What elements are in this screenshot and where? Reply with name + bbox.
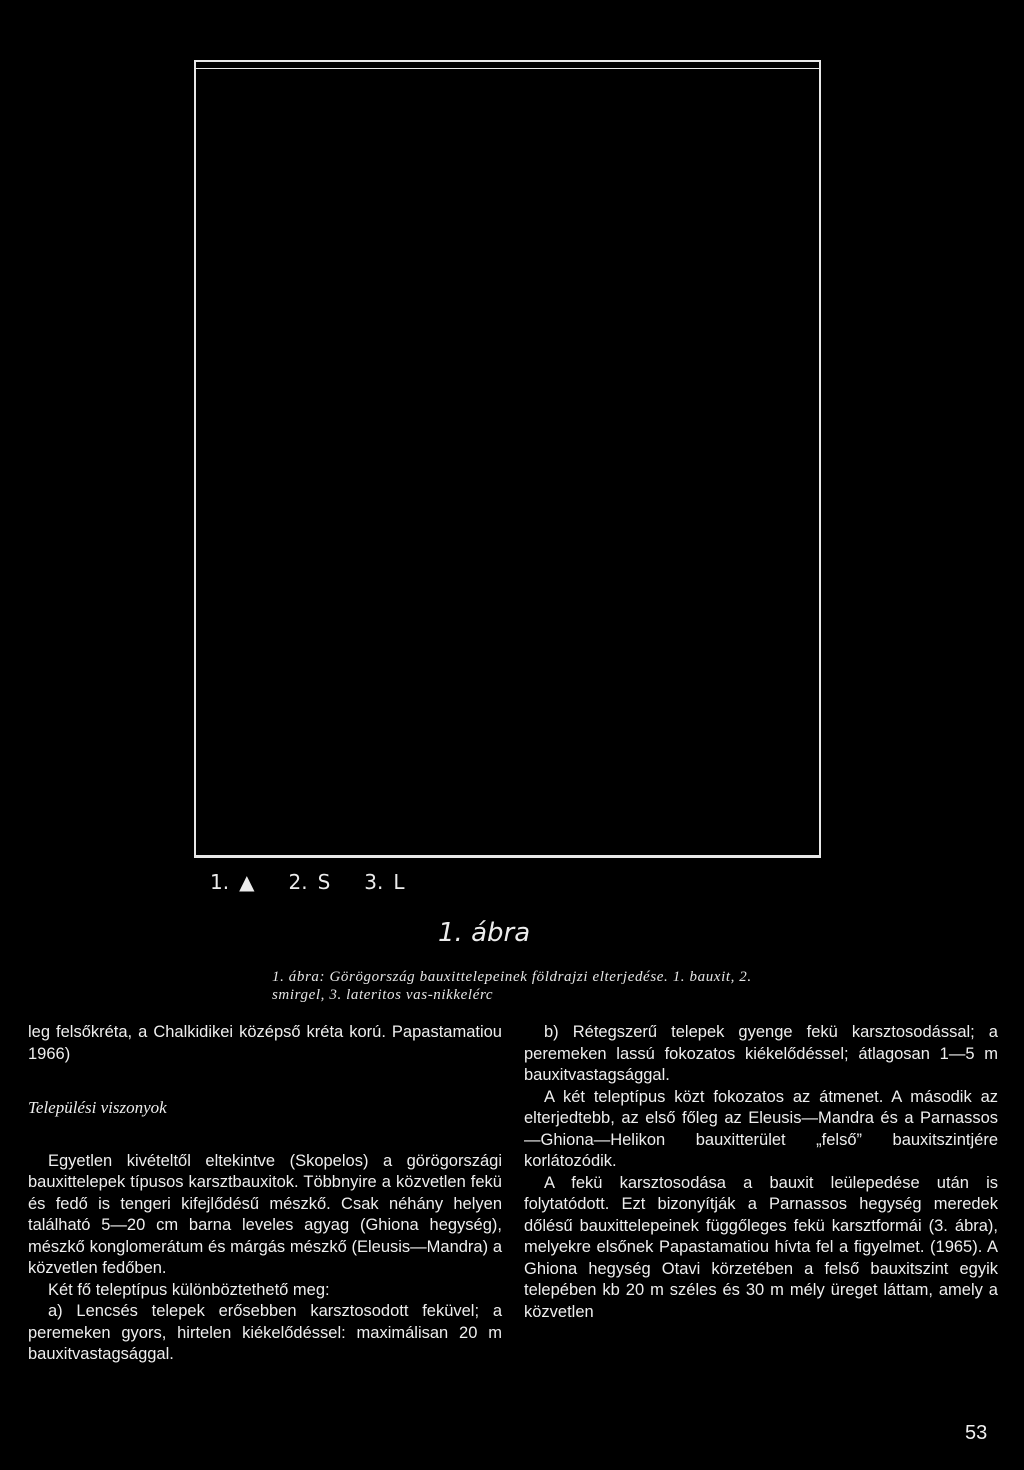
paragraph: A két teleptípus közt fokozatos az átmenet. A második az elterjedtebb, az első főleg az Eleusis—Mandra és a Parnassos—Ghiona—Helikon bauxitterület „felső” bauxitszintjére korlátozódik. [524, 1087, 998, 1170]
page-number: 53 [965, 1422, 988, 1444]
legend-item-emery [288, 870, 330, 894]
paragraph: A fekü karsztosodása a bauxit leülepedése után is folytatódott. Ezt bizonyítják a Parnassos hegység meredek dőlésű bauxittelepeinek függőleges fekü karsztformái (3. ábra), melyekre elsőnek Papastamatiou hívta fel a figyelmet. (1965). A Ghiona hegység Otavi körzetében a felső bauxitszint egyik telepében kb 20 m széles és 30 m mély üreget láttam, amely a közvetlen [524, 1173, 998, 1321]
legend-number: 3. [364, 870, 384, 894]
intro-text: leg felsőkréta, a Chalkidikei középső kréta korú. Papastamatiou 1966) [28, 1023, 502, 1063]
legend-item-bauxite [210, 870, 254, 894]
legend-number: 2. [288, 870, 308, 894]
legend-symbol: S [317, 870, 331, 894]
paragraph: Két fő teleptípus különböztethető meg: [48, 1280, 330, 1299]
figure-label: 1. ábra [438, 918, 531, 948]
figure-legend [210, 870, 405, 894]
paragraph: b) Rétegszerű telepek gyenge fekü karsztosodással; a peremeken lassú fokozatos kiékelődéssel; átlagosan 1—5 m bauxitvastagsággal. [524, 1023, 998, 1084]
figure-bottom-rule [194, 855, 821, 858]
left-column [28, 1022, 502, 1366]
paragraph: a) Lencsés telepek erősebben karsztosodott feküvel; a peremeken gyors, hirtelen kiékelődéssel: maximálisan 20 m bauxitvastagsággal. [28, 1302, 502, 1363]
right-column [524, 1022, 998, 1323]
legend-item-laterite [364, 870, 404, 894]
figure-caption: 1. ábra: Görögország bauxittelepeinek földrajzi elterjedése. 1. bauxit, 2. smirgel, 3. lateritos vas-nikkelérc [272, 969, 752, 1003]
paragraph: Egyetlen kivételtől eltekintve (Skopelos) a görögországi bauxittelepek típusos karsztbauxitok. Többnyire a közvetlen fekü és fedő is tengeri kifejlődésű mészkő. Csak néhány helyen található 5—20 cm barna leveles agyag (Ghiona hegység), mészkő konglomerátum és márgás mészkő (Eleusis—Mandra) a közvetlen fedőben. [28, 1151, 502, 1277]
figure-frame-inner-line [196, 68, 819, 69]
legend-number: 1. [210, 870, 230, 894]
legend-symbol: L [393, 870, 405, 894]
section-heading: Települési viszonyok [28, 1098, 167, 1117]
figure-map-frame [194, 60, 821, 858]
triangle-icon: ▲ [239, 870, 255, 894]
